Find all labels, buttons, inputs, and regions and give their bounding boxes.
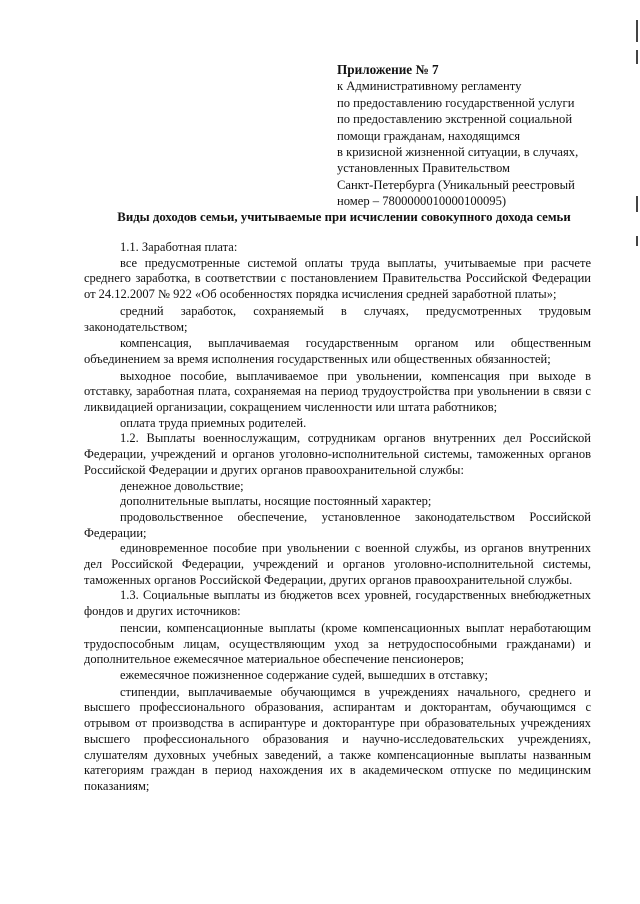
paragraph: 1.3. Социальные выплаты из бюджетов всех уровней, государственных внебюджетных фондов и других источников: [84,588,591,619]
paragraph: оплата труда приемных родителей. [120,415,307,430]
paragraph: средний заработок, сохраняемый в случаях, предусмотренных трудовым законодательством; [84,303,591,334]
scan-edge-mark [636,20,638,42]
appendix-line: номер – 7800000010000100095) [337,194,507,209]
appendix-line: по предоставлению экстренной социальной [337,112,573,127]
appendix-line: к Административному регламенту [337,79,522,94]
paragraph: единовременное пособие при увольнении с военной службы, из органов внутренних дел Российской Федерации, учреждений и органов уголовно-исполнительной системы, таможенных органов Российской Федерации, других органов правоохранительной службы. [84,541,591,587]
paragraph: стипендии, выплачиваемые обучающимся в учреждениях начального, среднего и высшего профессионального образования, аспирантам и докторантам, обучающимся с отрывом от производства в аспирантуре и докторантуре при образовательных учреждениях высшего профессионального образования и научно-исследовательских учреждениях, слушателям духовных учебных заведений, а также компенсационные выплаты названным категориям граждан в период нахождения их в академическом отпуске по медицинским показаниям; [84,684,591,793]
appendix-line: по предоставлению государственной услуги [337,95,575,110]
paragraph: 1.2. Выплаты военнослужащим, сотрудникам органов внутренних дел Российской Федерации, учреждений и органов уголовно-исполнительной системы, таможенных органов Российской Федерации и других органов правоохранительной службы: [84,431,591,477]
paragraph: дополнительные выплаты, носящие постоянный характер; [120,494,432,509]
appendix-line: в кризисной жизненной ситуации, в случаях, [337,145,579,160]
paragraph: 1.1. Заработная плата: [120,240,238,254]
paragraph: выходное пособие, выплачиваемое при увольнении, компенсация при выходе в отставку, заработная плата, сохраняемая на период трудоустройства при увольнении в связи с ликвидацией организации, сокращением численности или штата работников; [84,368,591,415]
paragraph: все предусмотренные системой оплаты труда выплаты, учитываемые при расчете среднего заработка, в соответствии с постановлением Правительства Российской Федерации от 24.12.2007 № 922 «Об особенностях порядка исчисления средней заработной платы»; [84,255,591,302]
appendix-line: установленных Правительством [337,161,510,176]
scan-edge-mark [636,196,638,212]
appendix-line: помощи гражданам, находящимся [337,128,521,143]
appendix-block [337,62,607,210]
scan-edge-mark [636,236,638,246]
appendix-title: Приложение № 7 [337,62,439,77]
document-body [84,240,591,795]
scan-edge-mark [636,50,638,64]
paragraph: ежемесячное пожизненное содержание судей, вышедших в отставку; [120,667,488,682]
document-heading: Виды доходов семьи, учитываемые при исчислении совокупного дохода семьи [117,210,571,224]
paragraph: компенсация, выплачиваемая государственным органом или общественным объединением за время исполнения государственных или общественных обязанностей; [84,336,591,366]
paragraph: денежное довольствие; [120,478,244,493]
paragraph: продовольственное обеспечение, установленное законодательством Российской Федерации; [84,509,591,540]
paragraph: пенсии, компенсационные выплаты (кроме компенсационных выплат неработающим трудоспособным лицам, осуществляющим уход за нетрудоспособными гражданами) и дополнительное ежемесячное материальное обеспечение пенсионеров; [84,620,591,667]
appendix-line: Санкт-Петербурга (Уникальный реестровый [337,177,575,192]
